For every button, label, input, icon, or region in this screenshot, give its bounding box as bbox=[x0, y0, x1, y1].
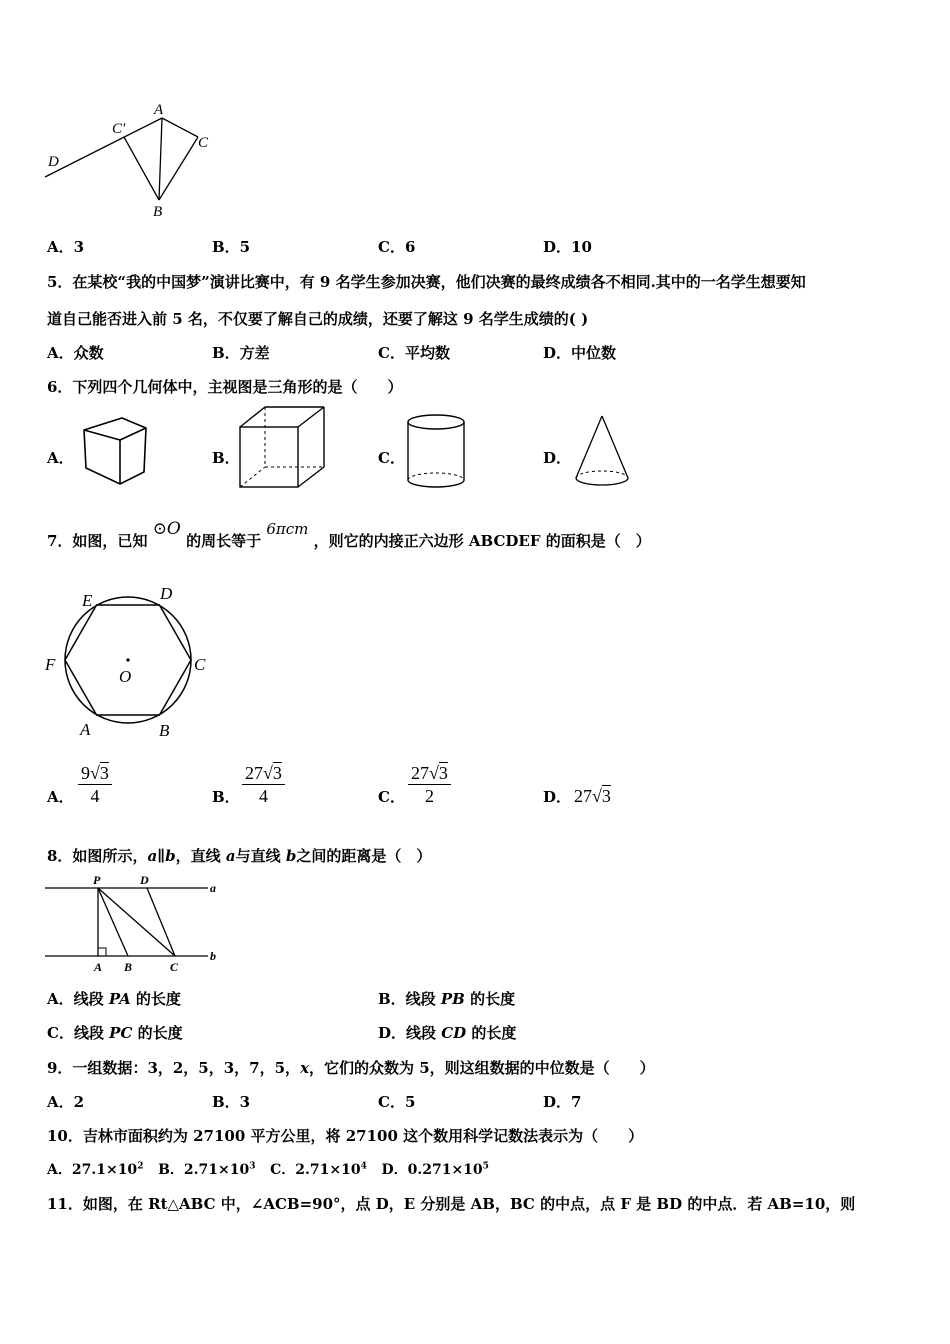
q4-figure bbox=[40, 100, 230, 225]
q4-label-c: C bbox=[198, 135, 209, 151]
q7-stem-c: ，则它的内接正六边形 ABCDEF 的面积是（ ） bbox=[313, 532, 651, 550]
q7-label-o: O bbox=[119, 667, 132, 686]
q11-stem: 11．如图，在 Rt△ABC 中，∠ACB=90°，点 D，E 分别是 AB，BC 的中点，点 F 是 BD 的中点．若 AB=10，则 bbox=[47, 1195, 856, 1213]
q8-var-b: b bbox=[165, 847, 176, 865]
q7-label-a: A bbox=[80, 720, 91, 739]
q6-prism-figure bbox=[80, 410, 150, 490]
q8-stem-b: ，直线 bbox=[175, 847, 221, 865]
q7-option-a-value bbox=[78, 762, 112, 807]
q7-hexagon-figure bbox=[40, 580, 220, 742]
q8-stem-c: 与直线 bbox=[235, 847, 281, 865]
q5-option-d: D．中位数 bbox=[543, 344, 617, 362]
q8-option-a bbox=[47, 988, 181, 1009]
q4-option-c: C．6 bbox=[378, 238, 416, 256]
q10-opt-b-exp: 3 bbox=[249, 1161, 256, 1172]
q6-option-a-label: A． bbox=[47, 449, 74, 467]
q8-label-c: C bbox=[170, 960, 179, 974]
q7-option-b-label: B． bbox=[212, 788, 240, 806]
q10-stem: 10．吉林市面积约为 27100 平方公里，将 27100 这个数用科学记数法表示为（ ） bbox=[47, 1127, 644, 1145]
q7-opt-c-den: 2 bbox=[424, 786, 434, 806]
q8-label-d: D bbox=[140, 873, 149, 887]
q9-option-c: C．5 bbox=[378, 1093, 416, 1111]
q8-option-d bbox=[378, 1022, 516, 1043]
q8-right-angle bbox=[98, 948, 106, 956]
q4-line-cb bbox=[124, 137, 159, 200]
q8-label-p: P bbox=[93, 873, 101, 887]
q8-var-a: a bbox=[147, 847, 158, 865]
q8-opt-a-pre: A．线段 bbox=[47, 990, 109, 1008]
q8-figure bbox=[40, 872, 230, 977]
q8-option-c bbox=[47, 1022, 183, 1043]
q4-line-ab bbox=[159, 118, 162, 200]
q7-opt-c-radicand: 3 bbox=[438, 763, 448, 783]
q7-opt-a-den: 4 bbox=[90, 786, 100, 806]
q10-options bbox=[47, 1159, 489, 1179]
q8-opt-d-post: 的长度 bbox=[466, 1024, 517, 1042]
q7-circle-symbol: ⊙O bbox=[152, 519, 181, 539]
q10-option-c bbox=[270, 1162, 367, 1178]
q9-var-x: x bbox=[300, 1059, 310, 1077]
q6-cube-figure bbox=[238, 405, 330, 493]
q5-stem-line2: 道自己能否进入前 5 名，不仅要了解自己的成绩，还要了解这 9 名学生成绩的( ) bbox=[47, 310, 589, 328]
q9-option-a: A．2 bbox=[47, 1093, 85, 1111]
q6-option-c-label: C． bbox=[378, 449, 405, 467]
q10-opt-d-exp: 5 bbox=[482, 1161, 489, 1172]
q9-stem bbox=[47, 1057, 655, 1078]
q7-option-a-fraction: $\frac{9√3}{4}$ bbox=[78, 762, 112, 807]
q7-label-b: B bbox=[159, 721, 170, 740]
q10-opt-a-exp: 2 bbox=[137, 1161, 144, 1172]
q8-label-b-line: b bbox=[210, 949, 216, 963]
q9-option-d: D．7 bbox=[543, 1093, 582, 1111]
q7-perimeter: 6πcm bbox=[266, 520, 309, 538]
q7-option-c-fraction: $\frac{27√3}{2}$ bbox=[408, 762, 451, 807]
q7-option-b-value bbox=[242, 762, 285, 807]
q7-opt-a-coef: 9 bbox=[81, 763, 90, 783]
q7-opt-b-coef: 27 bbox=[245, 763, 263, 783]
q7-opt-b-radicand: 3 bbox=[272, 763, 282, 783]
q7-opt-d-radicand: 3 bbox=[601, 786, 611, 806]
q8-stem bbox=[47, 845, 431, 866]
q8-opt-b-seg: PB bbox=[440, 990, 465, 1008]
q4-line-ac bbox=[162, 118, 198, 137]
q8-segment-dc bbox=[147, 888, 175, 956]
q8-var-a-2: a bbox=[225, 847, 236, 865]
q4-option-b: B．5 bbox=[212, 238, 251, 256]
q8-segment-pc bbox=[98, 888, 175, 956]
q7-label-e: E bbox=[82, 591, 93, 610]
q10-option-a bbox=[47, 1162, 143, 1178]
q10-opt-a-label: A．27.1×10 bbox=[47, 1162, 138, 1178]
q4-line-dc bbox=[45, 118, 162, 177]
q8-option-b bbox=[378, 988, 515, 1009]
q10-opt-d-label: D．0.271×10 bbox=[381, 1162, 483, 1178]
q7-option-a-label: A． bbox=[47, 788, 74, 806]
q5-option-b: B．方差 bbox=[212, 344, 270, 362]
q6-stem: 6．下列四个几何体中，主视图是三角形的是（ ） bbox=[47, 378, 403, 396]
q7-label-f: F bbox=[45, 655, 56, 674]
q8-opt-c-post: 的长度 bbox=[132, 1024, 183, 1042]
q7-stem bbox=[47, 519, 651, 551]
q4-line-c-b bbox=[159, 137, 198, 200]
q8-opt-b-pre: B．线段 bbox=[378, 990, 441, 1008]
q8-label-a-line: a bbox=[210, 881, 216, 895]
q4-label-c-prime: C′ bbox=[112, 121, 126, 137]
q7-option-d-value: 27√3 bbox=[574, 786, 611, 806]
q4-label-d: D bbox=[48, 154, 59, 170]
q8-opt-c-pre: C．线段 bbox=[47, 1024, 110, 1042]
q10-opt-c-exp: 4 bbox=[360, 1161, 367, 1172]
q10-opt-c-label: C．2.71×10 bbox=[270, 1162, 361, 1178]
q7-label-c: C bbox=[194, 655, 206, 674]
q5-stem-line1: 5．在某校“我的中国梦”演讲比赛中，有 9 名学生参加决赛，他们决赛的最终成绩各不相同.其中的一名学生想要知 bbox=[47, 273, 806, 291]
q8-label-b: B bbox=[124, 960, 133, 974]
q8-opt-a-post: 的长度 bbox=[130, 990, 181, 1008]
q8-parallel: ∥ bbox=[157, 847, 166, 865]
q9-option-b: B．3 bbox=[212, 1093, 251, 1111]
q6-option-d-label: D． bbox=[543, 449, 572, 467]
q7-option-d-label: D． bbox=[543, 788, 572, 806]
q5-option-c: C．平均数 bbox=[378, 344, 450, 362]
q8-opt-d-pre: D．线段 bbox=[378, 1024, 442, 1042]
q7-center-dot bbox=[126, 658, 129, 661]
q7-option-c-value bbox=[408, 762, 451, 807]
q8-opt-b-post: 的长度 bbox=[464, 990, 516, 1008]
q10-opt-b-label: B．2.71×10 bbox=[158, 1162, 250, 1178]
q10-option-d bbox=[381, 1162, 488, 1178]
q7-option-c-label: C． bbox=[378, 788, 405, 806]
q9-stem-b: ，它们的众数为 5，则这组数据的中位数是（ ） bbox=[309, 1059, 655, 1077]
q6-cylinder-figure bbox=[404, 412, 468, 492]
q6-cone-figure bbox=[570, 412, 634, 492]
q7-opt-a-radicand: 3 bbox=[99, 763, 109, 783]
q7-opt-d-coef: 27 bbox=[574, 786, 592, 806]
q8-label-a: A bbox=[94, 960, 103, 974]
q7-stem-a: 7．如图，已知 bbox=[47, 532, 148, 550]
q5-option-a: A．众数 bbox=[47, 344, 104, 362]
q4-option-a: A．3 bbox=[47, 238, 85, 256]
q4-label-b: B bbox=[153, 204, 163, 220]
q7-option-b-fraction: $\frac{27√3}{4}$ bbox=[242, 762, 285, 807]
q8-opt-c-seg: PC bbox=[109, 1024, 133, 1042]
q8-segment-pb bbox=[98, 888, 128, 956]
q8-stem-d: 之间的距离是（ ） bbox=[296, 847, 432, 865]
q4-option-d: D．10 bbox=[543, 238, 592, 256]
q8-opt-a-seg: PA bbox=[108, 990, 131, 1008]
q7-label-d: D bbox=[160, 584, 173, 603]
q8-opt-d-seg: CD bbox=[441, 1024, 467, 1042]
q8-stem-a: 8．如图所示， bbox=[47, 847, 148, 865]
q9-stem-a: 9．一组数据：3，2，5，3，7，5， bbox=[47, 1059, 301, 1077]
q7-stem-b: 的周长等于 bbox=[186, 532, 262, 550]
q10-option-b bbox=[158, 1162, 255, 1178]
q7-opt-b-den: 4 bbox=[258, 786, 268, 806]
q7-opt-c-coef: 27 bbox=[411, 763, 429, 783]
q4-label-a: A bbox=[154, 102, 164, 118]
q8-var-b-2: b bbox=[285, 847, 297, 865]
q6-option-b-label: B． bbox=[212, 449, 240, 467]
